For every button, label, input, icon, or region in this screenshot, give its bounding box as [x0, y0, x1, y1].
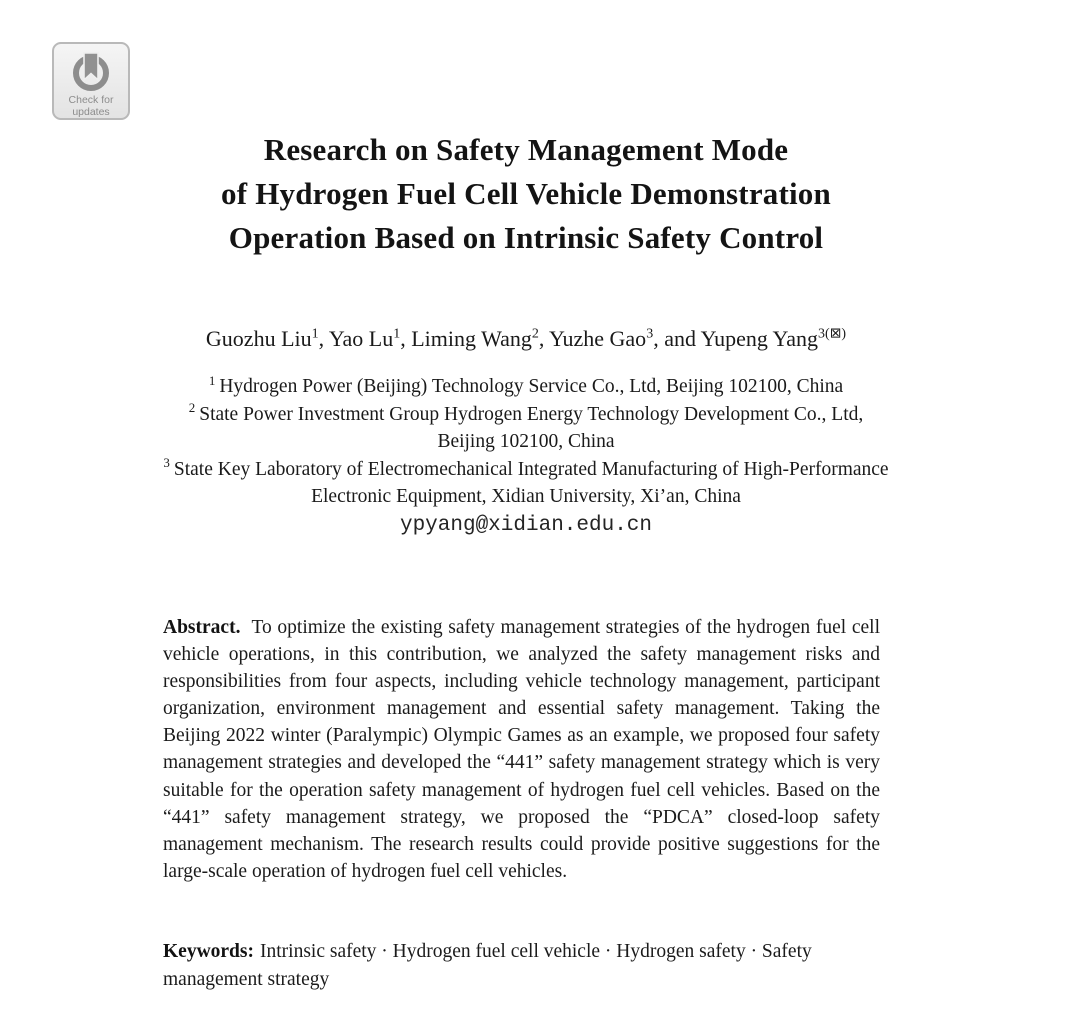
author-3: , Liming Wang$^2$ — [400, 326, 539, 351]
author-5-affiliation-envelope-mark: 3(⊠) — [818, 326, 847, 342]
keywords-label: Keywords: — [163, 941, 254, 962]
author-2: , Yao Lu$^1$ — [318, 326, 401, 351]
author-5-corresponding: , and Yupeng Yang$^{3(⊠)}$ — [653, 326, 847, 351]
affiliations-block — [60, 373, 992, 540]
author-4-affiliation-mark: 3 — [646, 326, 654, 342]
title-line-2: of Hydrogen Fuel Cell Vehicle Demonstration — [221, 176, 831, 211]
author-2-affiliation-mark: 1 — [393, 326, 401, 342]
author-1-affiliation-mark: 1 — [311, 326, 319, 342]
paper-title — [0, 128, 1052, 260]
abstract-text: To optimize the existing safety management strategies of the hydrogen fuel cell vehicle operations, in this contribution, we analyzed the safety management risks and responsibilities from four aspects, including vehicle technology management, participant organization, environment management and essential safety management. Taking the Beijing 2022 winter (Paralympic) Olympic Games as an example, we proposed four safety management strategies and developed the “441” safety management strategy which is very suitable for the operation safety management of hydrogen fuel cell vehicles. Based on the “441” safety management strategy, we proposed the “PDCA” closed-loop safety management mechanism. The research results could provide positive suggestions for the large-scale operation of hydrogen fuel cell vehicles. — [163, 617, 880, 882]
affiliation-3: $^3$ State Key Laboratory of Electromechanical Integrated Manufacturing of High-Performance — [163, 455, 889, 480]
affiliation-1-number: 1 — [208, 372, 216, 388]
author-1: Guozhu Liu$^1$ — [205, 326, 319, 351]
author-4: , Yuzhe Gao$^3$ — [538, 326, 654, 351]
affiliation-2: $^2$ State Power Investment Group Hydrogen Energy Technology Development Co., Ltd, — [188, 400, 864, 425]
crossmark-icon — [68, 48, 114, 94]
affiliation-3-continued: Electronic Equipment, Xidian University, Xi’an, China — [311, 486, 741, 508]
affiliation-2-continued: Beijing 102100, China — [437, 431, 615, 453]
affiliation-1: $^1$ Hydrogen Power (Beijing) Technology Service Co., Ltd, Beijing 102100, China — [208, 372, 844, 397]
author-line — [0, 324, 1052, 354]
title-line-3: Operation Based on Intrinsic Safety Control — [228, 220, 824, 255]
title-line-1: Research on Safety Management Mode — [263, 132, 789, 167]
check-for-updates-badge[interactable] — [52, 42, 130, 120]
abstract-label: Abstract. — [163, 617, 241, 638]
keywords-text: Intrinsic safety · Hydrogen fuel cell vehicle · Hydrogen safety · Safety management strategy — [163, 941, 812, 990]
badge-label: Check for updates — [68, 94, 114, 118]
corresponding-email: ypyang@xidian.edu.cn — [399, 513, 653, 537]
author-3-affiliation-mark: 2 — [531, 326, 539, 342]
abstract-paragraph — [163, 614, 880, 885]
keywords-paragraph — [163, 938, 880, 993]
affiliation-2-number: 2 — [188, 400, 196, 416]
affiliation-3-number: 3 — [163, 455, 170, 471]
